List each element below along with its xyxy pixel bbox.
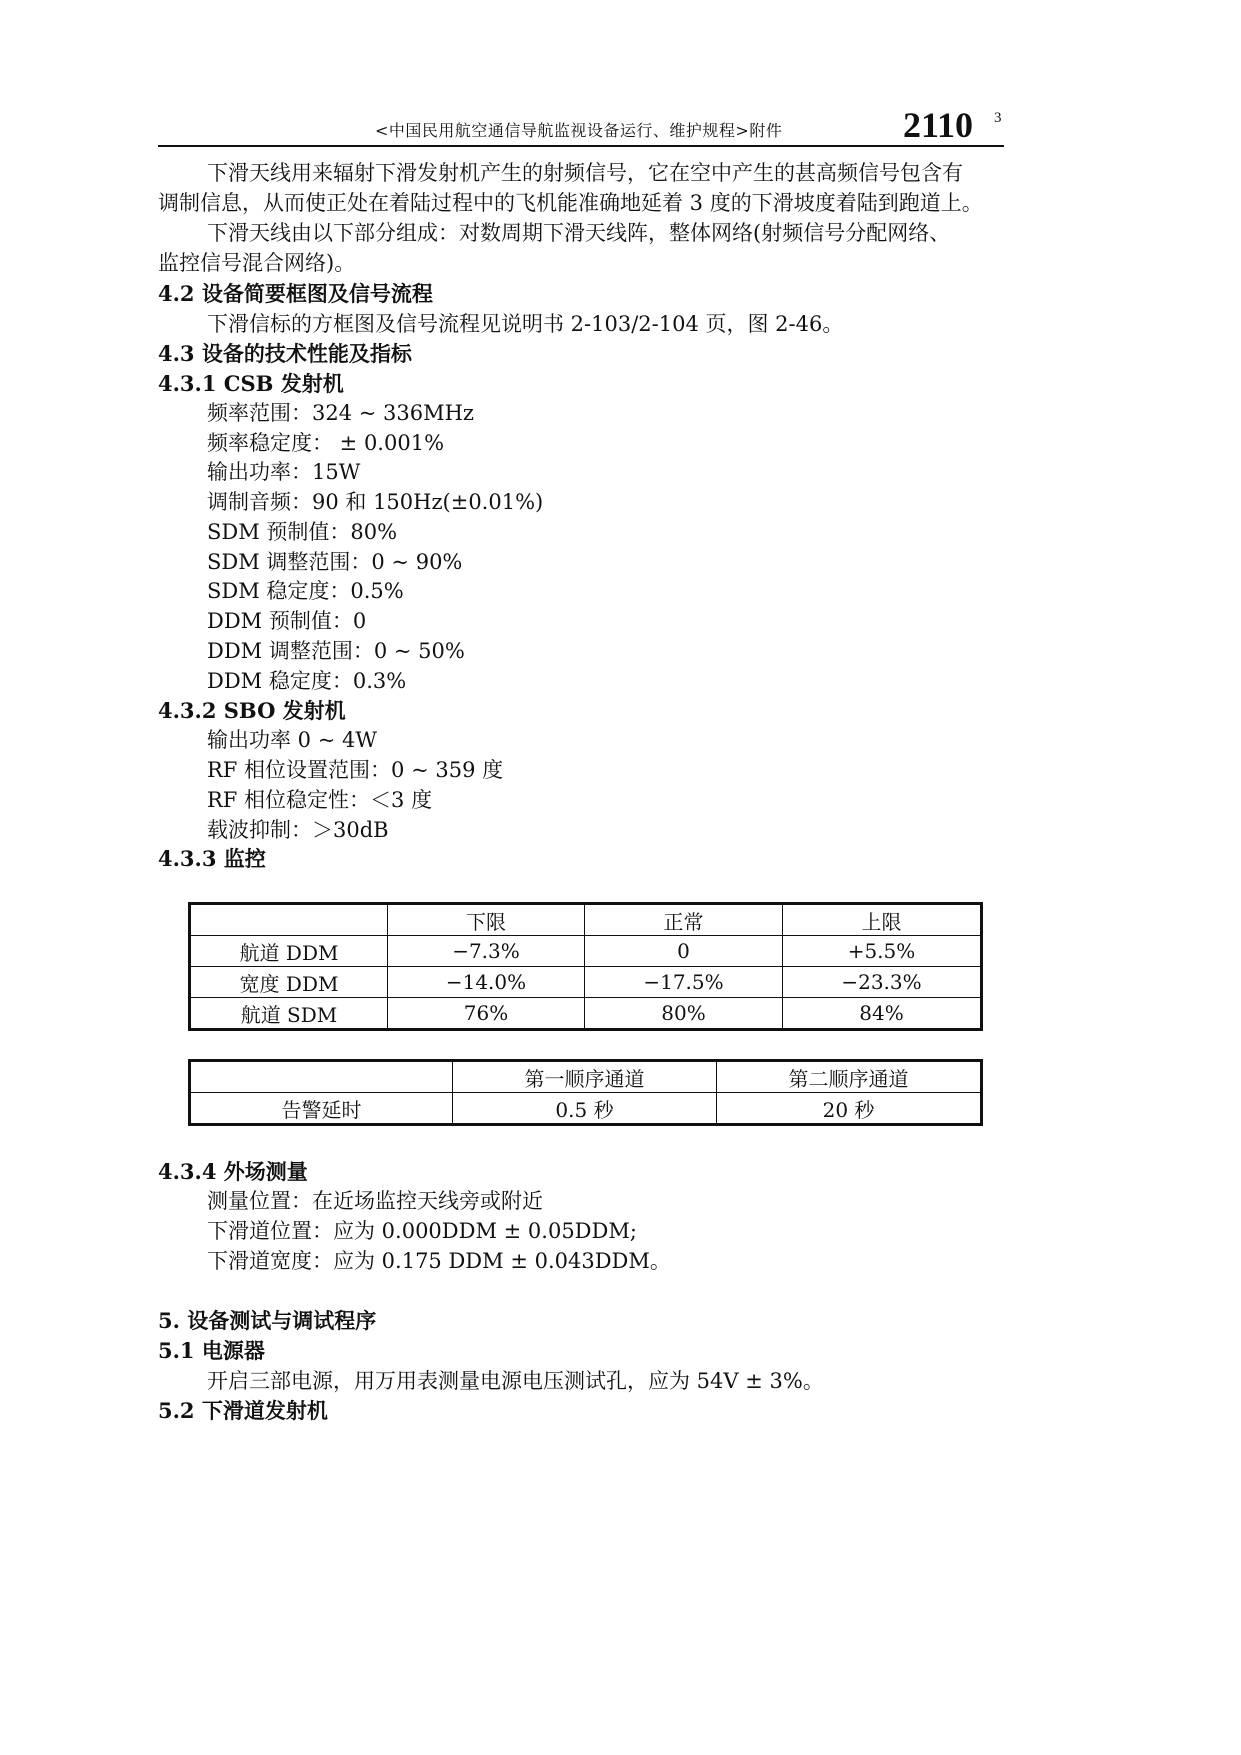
table-cell: 告警延时	[191, 1093, 453, 1124]
section-heading-5: 5. 设备测试与调试程序	[158, 1308, 377, 1333]
section-text-4-2: 下滑信标的方框图及信号流程见说明书 2-103/2-104 页，图 2-46。	[207, 312, 844, 336]
section-text-5-1: 开启三部电源，用万用表测量电源电压测试孔，应为 54V ± 3%。	[207, 1369, 824, 1393]
section-heading-4-3-4: 4.3.4 外场测量	[158, 1159, 308, 1184]
page-number: 3	[994, 110, 1002, 126]
table-row	[191, 998, 981, 1029]
csb-spec-item: 输出功率：15W	[207, 460, 361, 484]
section-heading-4-3-3: 4.3.3 监控	[158, 846, 266, 871]
paragraph-line: 下滑天线由以下部分组成：对数周期下滑天线阵，整体网络(射频信号分配网络、	[207, 221, 951, 245]
table-header-cell: 第一顺序通道	[453, 1062, 717, 1093]
field-measure-item: 下滑道宽度：应为 0.175 DDM ± 0.043DDM。	[207, 1249, 671, 1273]
table-header-cell: 下限	[388, 905, 585, 936]
table-header-cell: 上限	[783, 905, 981, 936]
sbo-spec-item: 输出功率 0 ~ 4W	[207, 728, 377, 752]
section-heading-4-3: 4.3 设备的技术性能及指标	[158, 341, 412, 366]
sbo-spec-item: 载波抑制：＞30dB	[207, 818, 389, 842]
table-cell: 航道 SDM	[191, 998, 388, 1029]
csb-spec-item: DDM 预制值：0	[207, 609, 367, 633]
table-cell: +5.5%	[783, 936, 981, 967]
table-header-row	[191, 905, 981, 936]
sbo-spec-item: RF 相位稳定性：＜3 度	[207, 788, 433, 812]
section-heading-4-3-1: 4.3.1 CSB 发射机	[158, 371, 344, 396]
csb-spec-item: DDM 稳定度：0.3%	[207, 669, 407, 693]
section-heading-4-3-2: 4.3.2 SBO 发射机	[158, 698, 346, 723]
csb-spec-item: 调制音频：90 和 150Hz(±0.01%)	[207, 490, 544, 514]
table-cell: 20 秒	[717, 1093, 981, 1124]
table-header-cell: 正常	[585, 905, 783, 936]
monitor-table	[190, 904, 981, 1029]
table-header-cell: 第二顺序通道	[717, 1062, 981, 1093]
field-measure-item: 下滑道位置：应为 0.000DDM ± 0.05DDM;	[207, 1219, 637, 1243]
alarm-delay-table	[190, 1061, 981, 1124]
running-header-title: <中国民用航空通信导航监视设备运行、维护规程>附件	[375, 121, 783, 140]
csb-spec-item: 频率稳定度： ± 0.001%	[207, 431, 445, 455]
paragraph-line: 监控信号混合网络)。	[158, 251, 356, 275]
section-heading-5-1: 5.1 电源器	[158, 1338, 265, 1363]
table-cell: 0	[585, 936, 783, 967]
table-header-cell	[191, 905, 388, 936]
table-cell: −23.3%	[783, 967, 981, 998]
table-cell: −7.3%	[388, 936, 585, 967]
document-number: 2110	[903, 105, 974, 145]
section-heading-4-2: 4.2 设备简要框图及信号流程	[158, 281, 433, 306]
table-header-row	[191, 1062, 981, 1093]
table-cell: 76%	[388, 998, 585, 1029]
sbo-spec-item: RF 相位设置范围：0 ~ 359 度	[207, 758, 504, 782]
csb-spec-item: DDM 调整范围：0 ~ 50%	[207, 639, 465, 663]
csb-spec-item: SDM 预制值：80%	[207, 520, 398, 544]
table-header-cell	[191, 1062, 453, 1093]
table-row	[191, 967, 981, 998]
table-cell: 宽度 DDM	[191, 967, 388, 998]
paragraph-line: 调制信息，从而使正处在着陆过程中的飞机能准确地延着 3 度的下滑坡度着陆到跑道上。	[158, 191, 983, 215]
table-cell: −14.0%	[388, 967, 585, 998]
table-cell: 0.5 秒	[453, 1093, 717, 1124]
table-row	[191, 936, 981, 967]
table-cell: 航道 DDM	[191, 936, 388, 967]
table-row	[191, 1093, 981, 1124]
header-rule	[158, 145, 1004, 147]
paragraph-line: 下滑天线用来辐射下滑发射机产生的射频信号，它在空中产生的甚高频信号包含有	[207, 161, 963, 185]
table-cell: −17.5%	[585, 967, 783, 998]
table-cell: 80%	[585, 998, 783, 1029]
csb-spec-item: 频率范围：324 ~ 336MHz	[207, 401, 474, 425]
field-measure-item: 测量位置：在近场监控天线旁或附近	[207, 1189, 543, 1213]
table-cell: 84%	[783, 998, 981, 1029]
csb-spec-item: SDM 稳定度：0.5%	[207, 579, 404, 603]
section-heading-5-2: 5.2 下滑道发射机	[158, 1398, 328, 1423]
csb-spec-item: SDM 调整范围：0 ~ 90%	[207, 550, 463, 574]
